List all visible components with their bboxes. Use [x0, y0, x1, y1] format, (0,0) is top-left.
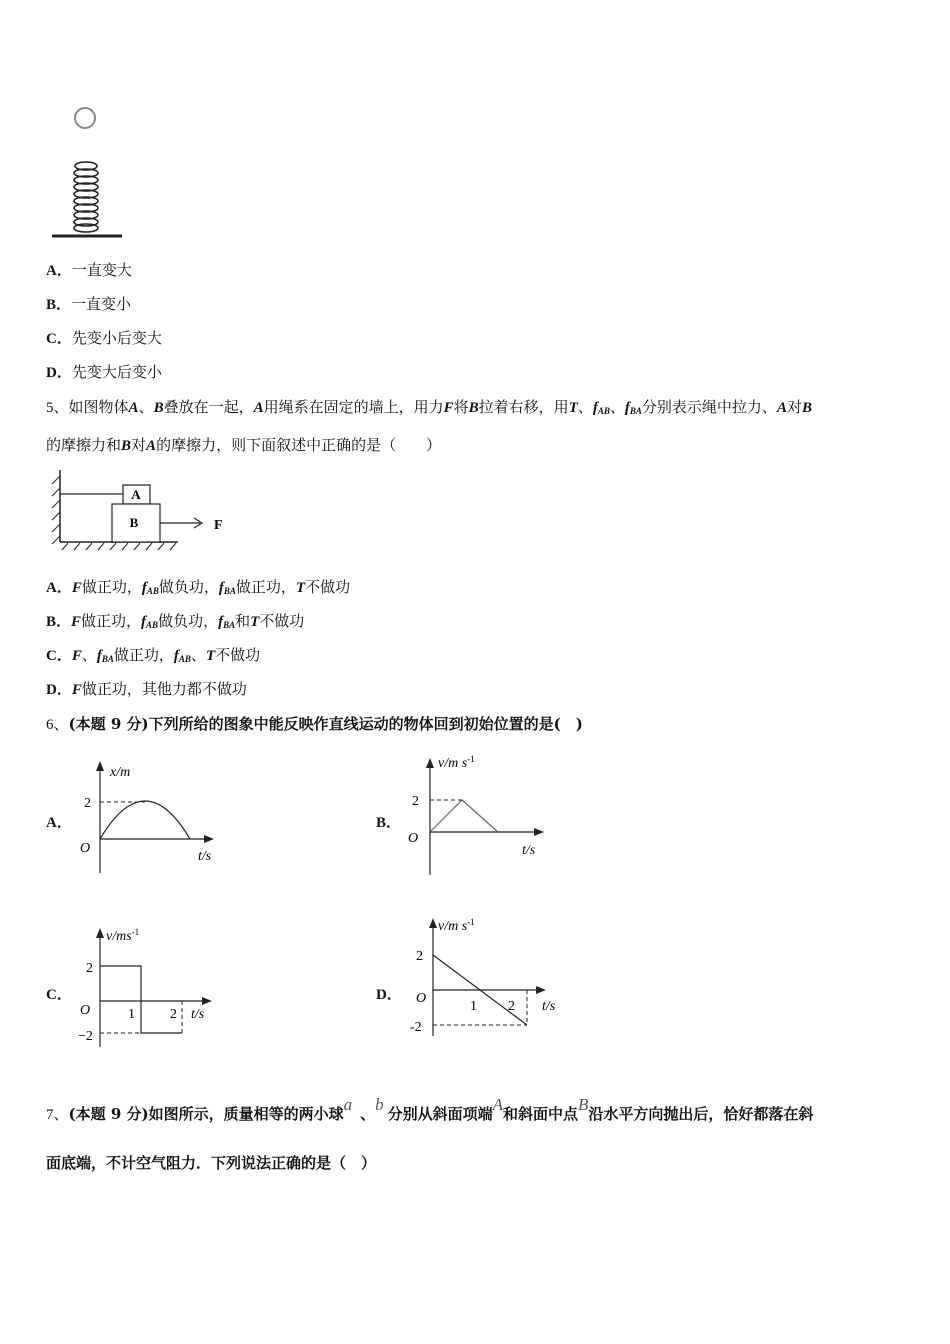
blocks-figure: [44, 466, 234, 558]
svg-text:O: O: [80, 1003, 91, 1018]
svg-text:t/s: t/s: [198, 849, 212, 864]
q4-option-b: B．一直变小: [46, 295, 132, 313]
svg-text:1: 1: [470, 999, 477, 1014]
q5-option-c: C．F、$f_{BA}$做正功，$f_{AB}$、T不做功: [46, 646, 261, 664]
svg-text:−2: −2: [78, 1029, 93, 1044]
q5-stem-line1: 5、如图物体A、B叠放在一起，A用绳系在固定的墙上，用力F将B拉着右移，用T、$f_{AB}$、$f_{BA}$分别表示绳中拉力、A对B: [46, 398, 812, 416]
graph-b-line: [430, 800, 498, 832]
svg-text:O: O: [80, 841, 91, 856]
svg-text:1: 1: [128, 1007, 135, 1022]
q4-option-d: D．先变大后变小: [46, 363, 162, 381]
svg-text:v/m s-1: v/m $s^{-1}$: [438, 754, 475, 771]
svg-text:2: 2: [416, 949, 423, 964]
graph-a-curve: [100, 801, 190, 839]
svg-text:O: O: [408, 831, 419, 846]
svg-text:v/ms-1: $v/ms^{-1}$: [106, 927, 140, 944]
q5-stem-line2: 的摩擦力和B对A的摩擦力，则下面叙述中正确的是（ ）: [46, 436, 442, 454]
graph-c: [70, 922, 230, 1052]
q5-option-b: B．F做正功，$f_{AB}$做负功，$f_{BA}$和T不做功: [46, 612, 305, 630]
svg-text:2: 2: [508, 999, 515, 1014]
q6-label-c: C．: [46, 987, 72, 1003]
svg-text:x/m: x/m: [110, 765, 131, 780]
graph-d: [400, 910, 570, 1042]
q6-label-d: D．: [376, 987, 402, 1003]
svg-text:-2: -2: [410, 1020, 422, 1035]
svg-text:O: O: [416, 991, 427, 1006]
svg-text:v/m s-1: v/m $s^{-1}$: [438, 917, 475, 934]
force-label: F: [214, 518, 223, 533]
graph-c-upper: [100, 966, 141, 1001]
q6-stem: 6、(本题 9 分)下列所给的图象中能反映作直线运动的物体回到初始位置的是( ): [46, 715, 583, 733]
graph-a: [70, 755, 230, 880]
q5-option-d: D．F做正功，其他力都不做功: [46, 680, 247, 698]
spring-coils: [74, 162, 98, 232]
block-a-label: A: [131, 487, 141, 502]
svg-text:2: 2: [170, 1007, 177, 1022]
q6-label-a: A．: [46, 815, 72, 831]
ball: [75, 108, 95, 128]
svg-text:t/s: t/s: [191, 1007, 205, 1022]
svg-text:t/s: t/s: [522, 843, 536, 858]
spring-figure: [46, 100, 136, 245]
block-b-label: B: [129, 515, 139, 530]
q4-option-c: C．先变小后变大: [46, 329, 162, 347]
q7-stem-line1: 7、(本题 9 分)如图所示，质量相等的两小球a 、b 分别从斜面项端A和斜面中点B沿水平方向抛出后，恰好都落在斜: [46, 1095, 814, 1123]
svg-text:t/s: t/s: [542, 999, 556, 1014]
graph-b: [400, 750, 560, 880]
svg-text:2: 2: [84, 796, 91, 811]
q6-label-b: B．: [376, 815, 402, 831]
svg-text:2: 2: [412, 794, 419, 809]
q4-option-a: A．一直变大: [46, 261, 132, 279]
q5-option-a: A．F做正功，$f_{AB}$做负功，$f_{BA}$做正功，T不做功: [46, 578, 351, 596]
q7-stem-line2: 面底端，不计空气阻力．下列说法正确的是（ ）: [46, 1154, 377, 1172]
svg-text:2: 2: [86, 961, 93, 976]
